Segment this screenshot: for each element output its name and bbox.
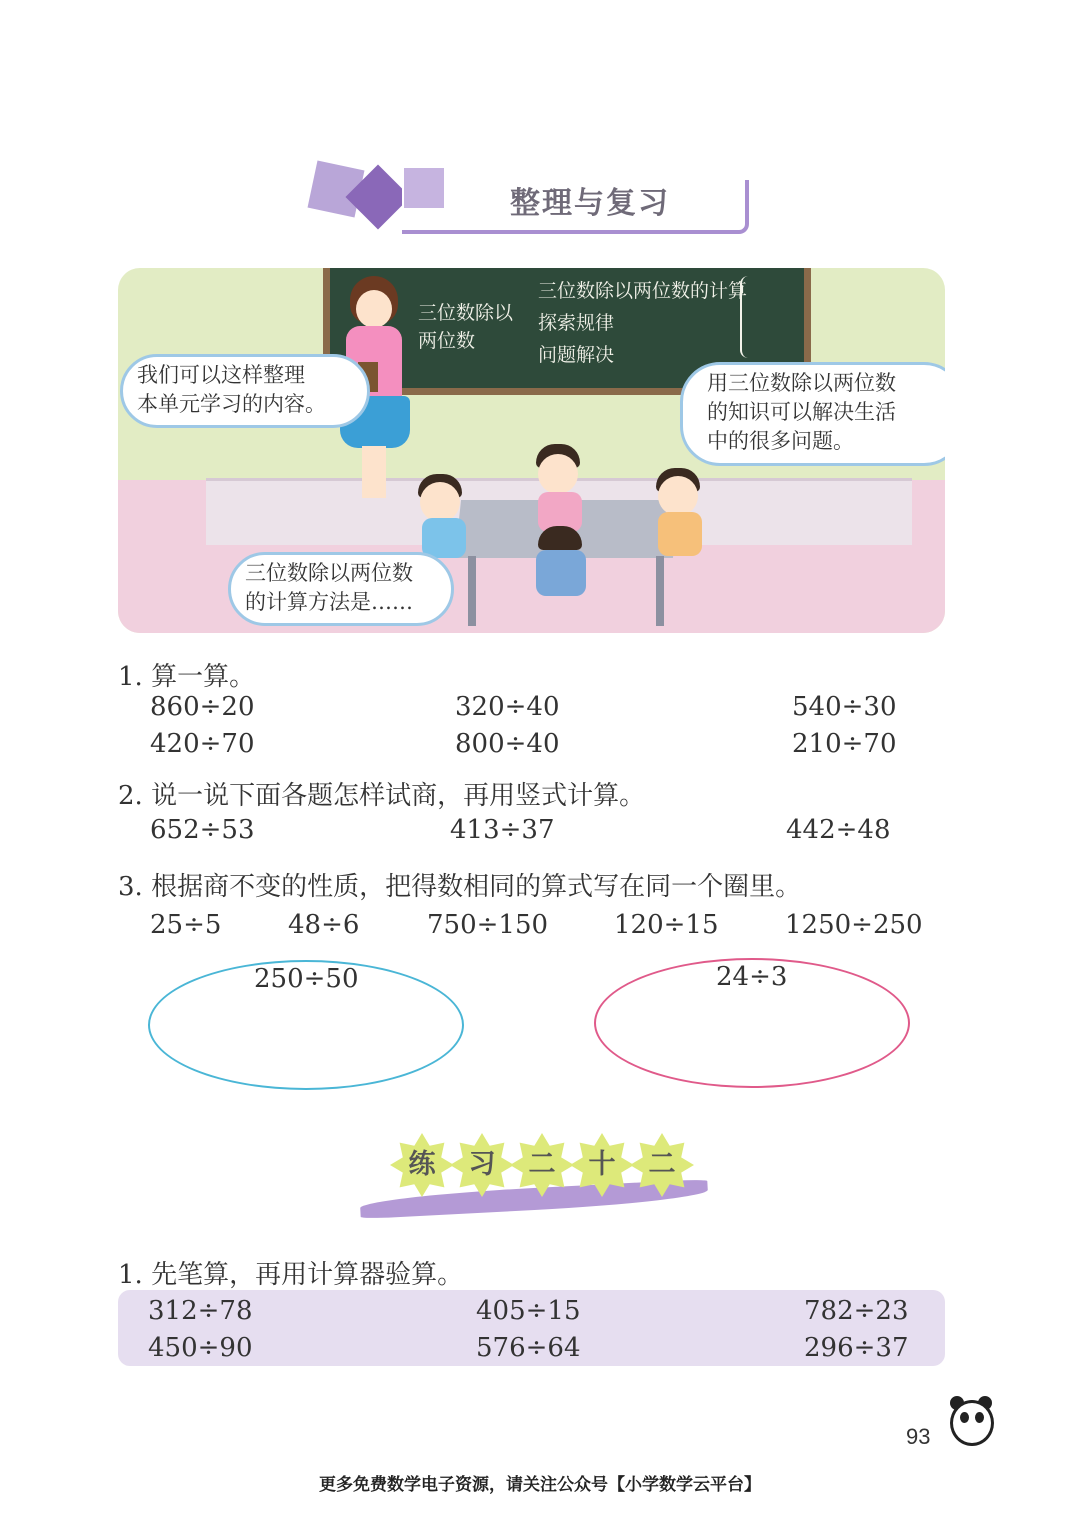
board-right-line3: 问题解决 [538, 344, 615, 366]
board-right-line1: 三位数除以两位数的计算 [538, 280, 748, 302]
q2-title: 2. 说一说下面各题怎样试商，再用竖式计算。 [118, 781, 646, 811]
kid-head [538, 454, 578, 494]
table-leg [468, 556, 476, 626]
q1-item: 860÷20 [150, 692, 255, 722]
section-title: 整理与复习 [510, 186, 670, 221]
bubble-line: 的知识可以解决生活 [707, 400, 896, 424]
speech-bubble-bottom [228, 552, 454, 626]
teacher-face [356, 290, 392, 328]
kid-head [420, 482, 460, 522]
kid-head [658, 476, 698, 516]
table-leg [656, 556, 664, 626]
classroom-illustration [118, 268, 945, 633]
board-left-line1: 三位数除以 [418, 302, 514, 324]
practice-item: 405÷15 [476, 1296, 581, 1326]
teacher-legs [362, 446, 386, 498]
panda-eye [960, 1412, 969, 1423]
banner-char: 二 [528, 1149, 556, 1180]
footer-note: 更多免费数学电子资源，请关注公众号【小学数学云平台】 [319, 1475, 761, 1495]
panda-eye [975, 1412, 984, 1423]
kid-body [422, 518, 466, 558]
q3-item: 48÷6 [288, 910, 360, 940]
banner-char: 习 [468, 1149, 496, 1180]
q1-item: 210÷70 [792, 729, 897, 759]
bubble-line: 用三位数除以两位数 [707, 371, 896, 395]
q1-item: 800÷40 [455, 729, 560, 759]
panda-icon [950, 1400, 994, 1446]
speech-bubble-right [680, 362, 945, 466]
q3-item: 750÷150 [427, 910, 549, 940]
bubble-line: 我们可以这样整理 [137, 363, 305, 387]
speech-bubble-teacher [120, 354, 370, 428]
q3-item: 120÷15 [614, 910, 719, 940]
q3-item: 1250÷250 [785, 910, 923, 940]
practice-item: 576÷64 [476, 1333, 581, 1363]
oval-right-expression: 24÷3 [716, 962, 788, 992]
banner-char: 练 [408, 1149, 436, 1180]
q3-item: 25÷5 [150, 910, 222, 940]
q1-title: 1. 算一算。 [118, 662, 256, 692]
banner-char: 十 [588, 1149, 616, 1180]
banner-char: 二 [648, 1149, 676, 1180]
practice-q1-title: 1. 先笔算，再用计算器验算。 [118, 1260, 464, 1290]
board-right-line2: 探索规律 [538, 312, 615, 334]
oval-left-expression: 250÷50 [254, 964, 359, 994]
practice-item: 782÷23 [804, 1296, 909, 1326]
q2-item: 442÷48 [786, 815, 891, 845]
bubble-line: 本单元学习的内容。 [137, 392, 326, 416]
q1-item: 320÷40 [455, 692, 560, 722]
practice-item: 296÷37 [804, 1333, 909, 1363]
bubble-line: 中的很多问题。 [707, 429, 854, 453]
q2-item: 652÷53 [150, 815, 255, 845]
practice-item: 450÷90 [148, 1333, 253, 1363]
page-number: 93 [906, 1424, 931, 1449]
bubble-line: 的计算方法是…… [245, 590, 413, 614]
header-decor-square-2 [404, 168, 444, 208]
q1-item: 540÷30 [792, 692, 897, 722]
kid-hair-back [538, 526, 582, 550]
kid-body [536, 550, 586, 596]
board-left-line2: 两位数 [418, 330, 476, 352]
bubble-line: 三位数除以两位数 [245, 561, 413, 585]
q3-title: 3. 根据商不变的性质，把得数相同的算式写在同一个圈里。 [118, 872, 802, 902]
q1-item: 420÷70 [150, 729, 255, 759]
practice-item: 312÷78 [148, 1296, 253, 1326]
q2-item: 413÷37 [450, 815, 555, 845]
kid-body [658, 512, 702, 556]
